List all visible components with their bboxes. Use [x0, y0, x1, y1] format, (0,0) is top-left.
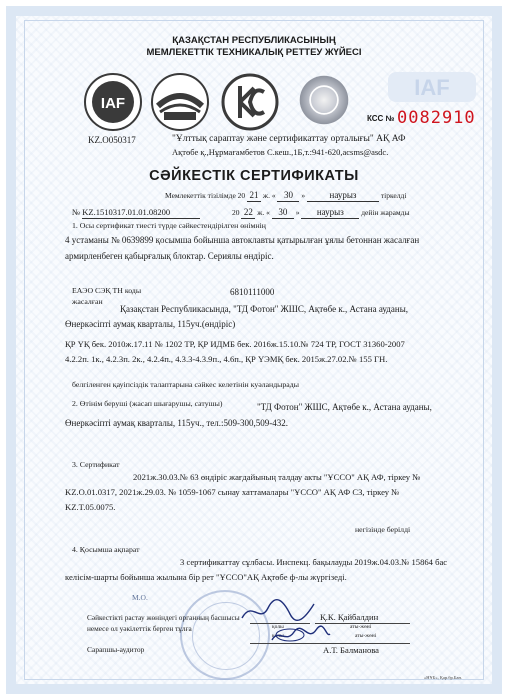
- additional-info-line-2: келісім-шарты бойынша жылына бір рет "ҰССО"АҚ Ақтөбе ф-лы жүргізеді.: [65, 572, 347, 582]
- certificate-title: СӘЙКЕСТІК СЕРТИФИКАТЫ: [149, 168, 359, 184]
- additional-info-line-1: 3 сертификаттау сұлбасы. Инспекц. бақылауды 2019ж.04.03.№ 15864 бас: [180, 557, 448, 567]
- applicant-line-2: Өнеркәсіпті аумақ кварталы, 115уч., тел.:509-300,509-432.: [65, 418, 288, 428]
- head-label-2: немесе ол уәкілеттік берген тұлға: [87, 624, 192, 633]
- valid-month: наурыз: [301, 207, 359, 219]
- certificate-number: KZ.1510317.01.01.08200: [82, 207, 200, 219]
- expert-label: Сарапшы-аудитор: [87, 645, 145, 654]
- head-name: Қ.К. Қайбалдин: [320, 612, 379, 622]
- basis-note: негізінде берілді: [355, 525, 411, 534]
- applicant-line-1: "ТД Фотон" ЖШС, Ақтөбе к., Астана ауданы,: [257, 402, 432, 412]
- manufacturer-line-1: Қазақстан Республикасында, "ТД Фотон" ЖШС, Ақтөбе к., Астана ауданы,: [120, 304, 408, 314]
- org-reg-code: KZ.O050317: [88, 135, 136, 145]
- svg-text:IAF: IAF: [414, 75, 450, 100]
- valid-year: 22: [241, 207, 255, 219]
- expert-sign-caption: қолы: [272, 633, 284, 639]
- eaeo-code: 6810111000: [230, 287, 275, 297]
- certificate-number-line: № KZ.1510317.01.01.08200: [72, 207, 200, 219]
- iaf-logo-icon: [83, 72, 143, 132]
- kz-standard-logo-icon: [220, 72, 280, 132]
- head-sign-caption: қолы: [272, 624, 284, 630]
- head-signature-icon: [238, 598, 318, 624]
- expert-signature-icon: [268, 624, 334, 646]
- org-name: "Ұлттық сараптау және сертификаттау орталығы" АҚ АФ: [172, 134, 406, 144]
- registration-day: 30: [277, 190, 299, 202]
- iaf-watermark-icon: [388, 68, 478, 106]
- expert-name: А.Т. Балманова: [323, 645, 380, 655]
- section-1-line-1: 4 устаманы № 0639899 қосымша бойынша автоклавты қатырылған ұялы бетоннан жасалған: [65, 235, 420, 245]
- kss-label: КСС №: [367, 114, 395, 123]
- section-3-label: 3. Сертификат: [72, 460, 120, 469]
- made-label: жасалған: [72, 297, 103, 306]
- seal-place-label: М.О.: [132, 593, 148, 602]
- section-2-label: 2. Өтінім беруші (жасап шығарушы, сатушы): [72, 399, 223, 408]
- valid-day: 30: [272, 207, 294, 219]
- certificate-basis-line-2: KZ.O.01.0317, 2021ж.29.03. № 1059-1067 сынау хаттамалары "ҰССО" АҚ АФ СЗ, тіркеу №: [65, 487, 400, 497]
- org-address: Ақтөбе қ.,Нұрмағамбетов С.кеш.,1Б,т.:941-620,acsms@asdc.: [172, 147, 389, 157]
- kss-number: 0082910: [397, 108, 476, 128]
- valid-until-line: 20 22 ж. « 30 » наурыз дейін жарамды: [232, 207, 410, 219]
- compliance-note: белгіленген қауіпсіздік талаптарына сәйкес келетінін куәландырады: [72, 380, 299, 389]
- expert-name-caption: аты-жөні: [355, 633, 377, 639]
- section-1-line-2: армирленбеген қабырғалық блоктар. Сериялы өндіріс.: [65, 251, 274, 261]
- head-name-caption: аты-жөні: [350, 624, 372, 630]
- certificate-basis-line-3: KZ.T.05.0075.: [65, 502, 116, 512]
- section-1-label: 1. Осы сертификат тиесті түрде сәйкестендірілген өнімнің: [72, 221, 266, 230]
- standards-line-1: ҚР ҮҚ бек. 2010ж.17.11 № 1202 ТР, ҚР ИДМБ бек. 2016ж.15.10.№ 724 ТР, ГОСТ 31360-2007: [65, 339, 405, 349]
- registration-month: наурыз: [307, 190, 379, 202]
- header-line-1: ҚАЗАҚСТАН РЕСПУБЛИКАСЫНЫҢ: [172, 35, 336, 46]
- certificate-basis-line-1: 2021ж.30.03.№ 63 өндіріс жағдайының талдау акты "ҰССО" АҚ АФ, тіркеу №: [133, 472, 421, 482]
- header-line-2: МЕМЛЕКЕТТІК ТЕХНИКАЛЫҚ РЕТТЕУ ЖҮЙЕСІ: [146, 47, 362, 58]
- footer-print-note: «НҰБ», Қар.бр.Бан.: [424, 675, 462, 680]
- svg-text:IAF: IAF: [100, 95, 126, 112]
- manufacturer-line-2: Өнеркәсіпті аумақ кварталы, 115уч.(өндіріс): [65, 319, 236, 329]
- head-label-1: Сәйкестікті растау жөніндегі органның басшысы: [87, 613, 240, 622]
- ilac-logo-icon: [150, 72, 210, 132]
- standards-line-2: 4.2.2п. 1к., 4.2.3п. 2к., 4.2.4п., 4.3.3-4.3.9п., 4.6п., ҚР ҮЭМҚ бек. 2015ж.27.02.№ 155 ГН.: [65, 354, 388, 364]
- registration-year: 21: [247, 190, 261, 202]
- hologram-icon: [298, 74, 350, 126]
- section-4-label: 4. Қосымша ақпарат: [72, 545, 140, 554]
- registration-line: Мемлекеттік тізілімде 20 21 ж. « 30 » наурыз тіркелді: [165, 190, 406, 202]
- eaeo-label: ЕАЭО СЭҚ ТН коды: [72, 286, 142, 295]
